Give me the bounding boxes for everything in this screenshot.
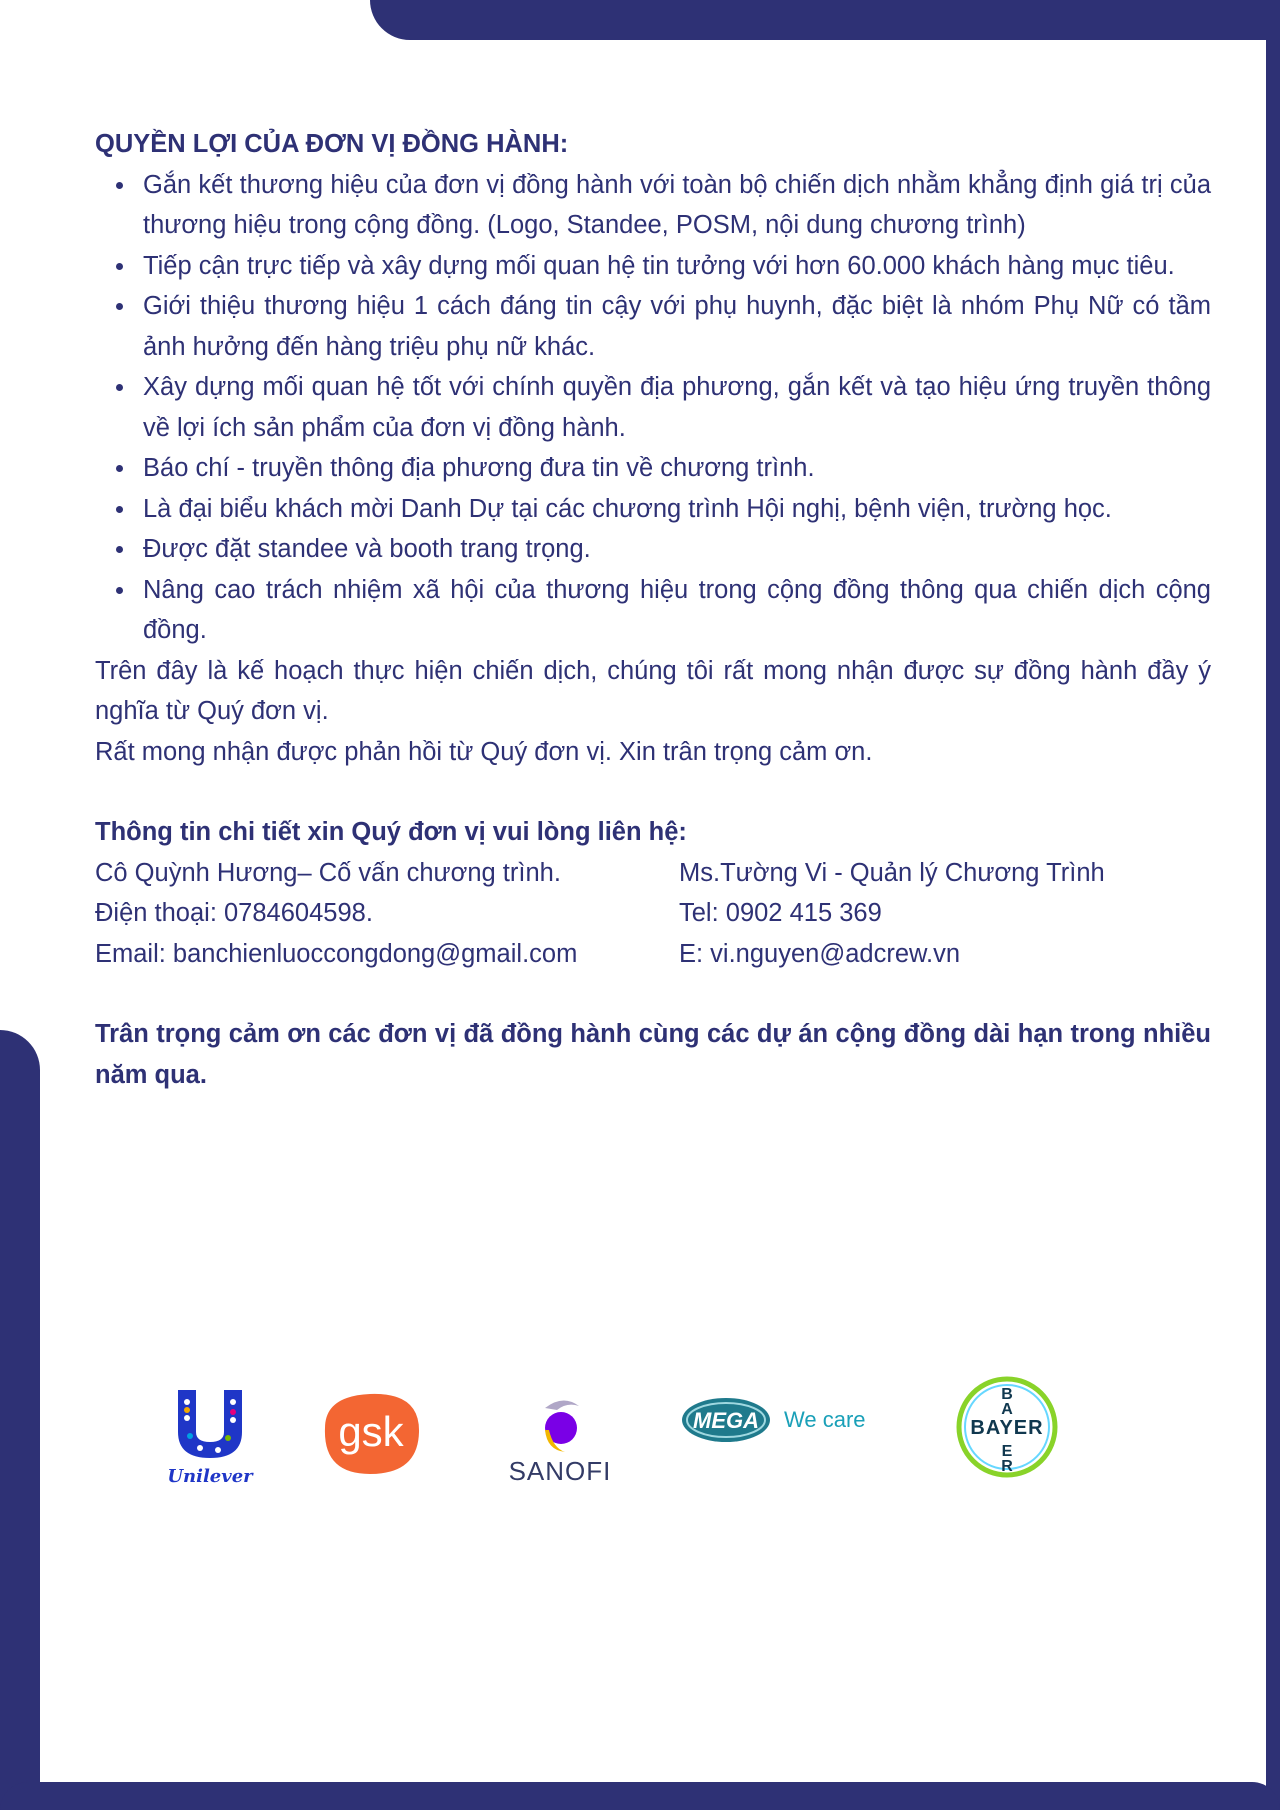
- benefit-item: Nâng cao trách nhiệm xã hội của thương hiệu trong cộng đồng thông qua chiến dịch cộng đồng.: [95, 570, 1211, 651]
- benefits-list: [95, 165, 1211, 651]
- mega-tagline: We care: [784, 1407, 866, 1432]
- benefit-item: Xây dựng mối quan hệ tốt với chính quyền địa phương, gắn kết và tạo hiệu ứng truyền thông về lợi ích sản phẩm của đơn vị đồng hành.: [95, 367, 1211, 448]
- contact-heading: Thông tin chi tiết xin Quý đơn vị vui lòng liên hệ:: [95, 818, 687, 846]
- document-body: [95, 124, 1211, 1095]
- benefit-item: Tiếp cận trực tiếp và xây dựng mối quan hệ tin tưởng với hơn 60.000 khách hàng mục tiêu.: [95, 246, 1211, 287]
- frame-top-band: [370, 0, 1280, 40]
- mega-wordmark: MEGA: [693, 1408, 759, 1433]
- contact-block: [95, 853, 1211, 975]
- sanofi-logo: [495, 1386, 625, 1486]
- contact-right-name: Ms.Tường Vi - Quản lý Chương Trình: [679, 858, 1105, 887]
- svg-text:E: E: [1001, 1443, 1013, 1460]
- contact-left-name: Cô Quỳnh Hương– Cố vấn chương trình.: [95, 858, 561, 887]
- svg-text:A: A: [1001, 1401, 1013, 1418]
- svg-text:R: R: [1001, 1458, 1013, 1475]
- benefit-item: Báo chí - truyền thông địa phương đưa tin về chương trình.: [95, 448, 1211, 489]
- svg-text:B: B: [1001, 1386, 1013, 1403]
- contact-right-email: E: vi.nguyen@adcrew.vn: [679, 939, 961, 968]
- sanofi-wordmark: SANOFI: [508, 1456, 612, 1486]
- thanks-message: Trân trọng cảm ơn các đơn vị đã đồng hành cùng các dự án cộng đồng dài hạn trong nhiều năm qua.: [95, 1020, 1211, 1089]
- benefit-item: Được đặt standee và booth trang trọng.: [95, 529, 1211, 570]
- contact-left-email: Email: banchienluoccongdong@gmail.com: [95, 939, 578, 968]
- benefit-item: Gắn kết thương hiệu của đơn vị đồng hành với toàn bộ chiến dịch nhằm khẳng định giá trị của thương hiệu trong cộng đồng. (Logo, Standee, POSM, nội dung chương trình): [95, 165, 1211, 246]
- contact-right-phone: Tel: 0902 415 369: [679, 899, 882, 927]
- benefit-item: Giới thiệu thương hiệu 1 cách đáng tin cậy với phụ huynh, đặc biệt là nhóm Phụ Nữ có tầm ảnh hưởng đến hàng triệu phụ nữ khác.: [95, 286, 1211, 367]
- frame-right-band: [1266, 0, 1280, 1810]
- unilever-wordmark: Unilever: [167, 1466, 253, 1487]
- unilever-logo: [160, 1380, 260, 1490]
- bayer-wordmark: BAYER: [970, 1417, 1044, 1439]
- benefit-item: Là đại biểu khách mời Danh Dự tại các chương trình Hội nghị, bệnh viện, trường học.: [95, 489, 1211, 530]
- bayer-logo: [955, 1375, 1059, 1479]
- closing-request: Rất mong nhận được phản hồi từ Quý đơn vị. Xin trân trọng cảm ơn.: [95, 737, 873, 766]
- gsk-wordmark: gsk: [338, 1408, 404, 1455]
- frame-bottom-band: [0, 1782, 1280, 1810]
- gsk-logo: [315, 1388, 425, 1478]
- mega-we-care-logo: [680, 1390, 880, 1450]
- partner-logos: [0, 1370, 1280, 1500]
- closing-paragraph: Trên đây là kế hoạch thực hiện chiến dịch, chúng tôi rất mong nhận được sự đồng hành đầy ý nghĩa từ Quý đơn vị.: [95, 656, 1211, 725]
- contact-left-phone: Điện thoại: 0784604598.: [95, 899, 373, 927]
- benefits-heading: QUYỀN LỢI CỦA ĐƠN VỊ ĐỒNG HÀNH:: [95, 130, 569, 158]
